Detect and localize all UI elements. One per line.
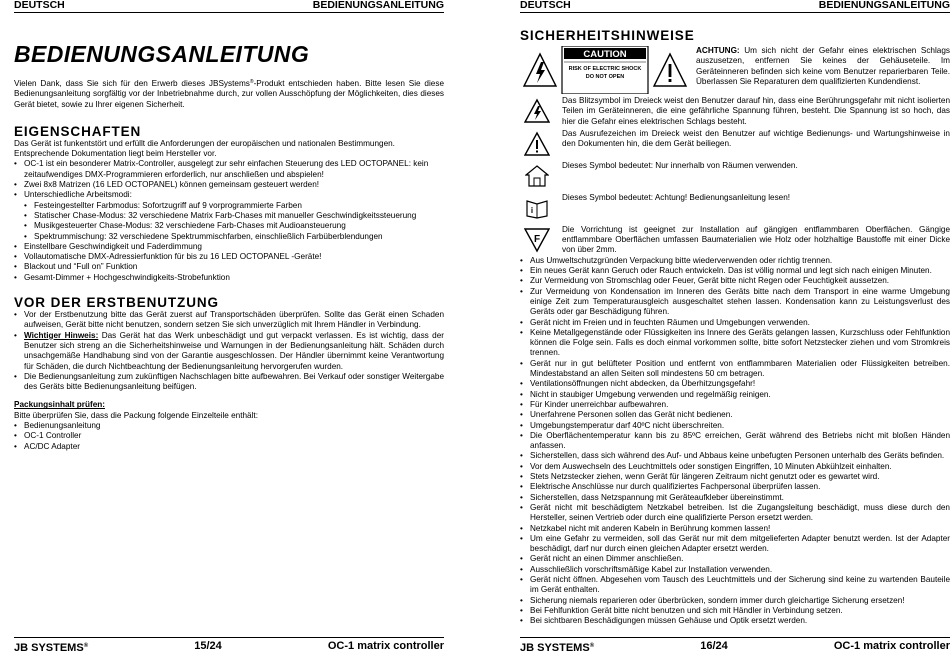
safety-list-item: • Netzkabel nicht mit anderen Kabeln in Berührung kommen lassen! xyxy=(520,524,950,534)
symbol-row-f xyxy=(520,225,950,256)
heading-before-use: VOR DER ERSTBENUTZUNG xyxy=(14,295,219,311)
page-number: 16/24 xyxy=(700,640,728,652)
header-language: DEUTSCH xyxy=(520,0,571,11)
list-item: • OC-1 Controller xyxy=(14,431,444,441)
modes-list xyxy=(24,201,444,242)
safety-list-item: • Umgebungstemperatur darf 40ºC nicht überschreiten. xyxy=(520,421,950,431)
header-section: BEDIENUNGSANLEITUNG xyxy=(312,0,444,11)
symbol-lightning-text: Das Blitzsymbol im Dreieck weist den Benutzer darauf hin, dass eine Berührungsgefahr mit nicht isolierten Teilen im Geräteinneren, die eine gefährliche Spannung führen, besteht. Die Spannung ist so hoch, das hier die Gefahr eines elektrischen Schlags besteht. xyxy=(562,96,950,126)
safety-list-item: • Unerfahrene Personen sollen das Gerät nicht bedienen. xyxy=(520,410,950,420)
caution-label-image xyxy=(520,46,690,94)
safety-list-item: • Zur Vermeidung von Kondensation im Inneren des Geräts bitte nach dem Transport in eine warme Umgebung einige Zeit zum Temperaturausgleich ausgeschaltet stehen lassen. Kondensation kann zu Leistungsverlust des Geräts oder gar Beschädigung führen. xyxy=(520,287,950,318)
safety-list-item: • Gerät nicht im Freien und in feuchten Räumen und Umgebungen verwenden. xyxy=(520,318,950,328)
symbol-f-text: Die Vorrichtung ist geeignet zur Installation auf gängigen entflammbaren Oberflächen. Gängige entflammbare Oberflächen umfassen Baumaterialien wie Holz oder holzhaltige Baustoffe mit einer Dicke von über 2mm. xyxy=(562,224,950,255)
safety-list-item: • Keine Metallgegenstände oder Flüssigkeiten ins Innere des Geräts gelangen lassen, Kurzschluss oder Fehlfunktion können die Folge sein. Falls es doch einmal vorkommen sollte, bitte sofort Netzstecker ziehen und vom Stromkreis trennen. xyxy=(520,328,950,359)
safety-list-item: • Nicht in staubiger Umgebung verwenden und regelmäßig reinigen. xyxy=(520,390,950,400)
list-item: • Gesamt-Dimmer + Hochgeschwindigkeits-Strobefunktion xyxy=(14,273,444,283)
safety-list-item: • Ein neues Gerät kann Geruch oder Rauch entwickeln. Das ist völlig normal und legt sich nach einigen Minuten. xyxy=(520,266,950,276)
footer-brand xyxy=(520,640,594,654)
caution-text-label: ACHTUNG: xyxy=(696,46,740,55)
caution-text xyxy=(696,46,950,87)
page-body xyxy=(14,42,444,452)
page-right xyxy=(520,0,950,654)
intro-text-a: Vielen Dank, dass Sie sich für den Erwerb dieses JBSystems xyxy=(14,79,250,88)
page-number: 15/24 xyxy=(194,640,222,652)
svg-text:F: F xyxy=(533,233,541,245)
safety-list-item: • Zur Vermeidung von Stromschlag oder Feuer, Gerät bitte nicht Regen oder Feuchtigkeit aussetzen. xyxy=(520,276,950,286)
list-item: • Statischer Chase-Modus: 32 verschiedene Matrix Farb-Chases mit manueller Geschwindigkeitssteuerung xyxy=(24,211,444,221)
features-list-2 xyxy=(14,242,444,283)
page-title: BEDIENUNGSANLEITUNG xyxy=(14,41,310,67)
page-left xyxy=(14,0,444,654)
caution-title: CAUTION xyxy=(583,49,627,60)
list-item: • AC/DC Adapter xyxy=(14,442,444,452)
svg-text:i: i xyxy=(530,205,534,215)
list-item: • Festeingestellter Farbmodus: Sofortzugriff auf 9 vorprogrammierte Farben xyxy=(24,201,444,211)
symbol-row-lightning xyxy=(520,96,950,127)
read-manual-book-icon xyxy=(520,193,554,223)
safety-list-item: • Sicherstellen, dass Netzspannung mit Geräteaufkleber übereinstimmt. xyxy=(520,493,950,503)
footer-product: OC-1 matrix controller xyxy=(327,640,444,652)
safety-list-item: • Gerät nur in gut belüfteter Position und entfernt von entflammbaren Materialien oder Flüssigkeiten betreiben. Mindestabstand an allen Seiten soll mindestens 50 cm betragen. xyxy=(520,359,950,380)
footer-brand-text: JB SYSTEMS xyxy=(14,642,84,654)
caution-sub-1: RISK OF ELECTRIC SHOCK xyxy=(568,66,642,72)
list-item: • Vollautomatische DMX-Adressierfunktion für bis zu 16 LED OCTOPANEL -Geräte! xyxy=(14,252,444,262)
before-use-list xyxy=(14,310,444,392)
caution-block xyxy=(520,46,950,94)
safety-list-item: • Elektrische Anschlüsse nur durch qualifiziertes Fachpersonal überprüfen lassen. xyxy=(520,482,950,492)
list-item: • Bedienungsanleitung xyxy=(14,421,444,431)
list-item: • Unterschiedliche Arbeitsmodi: xyxy=(14,190,444,200)
caution-text-body: Um sich nicht der Gefahr eines elektrischen Schlags auszusetzen, entfernen Sie keines der Gehäuseteile. Im Geräteinneren befinden sich keine vom Benutzer reparierbaren Teile. Überlassen Sie Reparaturen dem qualifizierten Kundendienst. xyxy=(696,46,950,86)
safety-list-item: • Bei Fehlfunktion Gerät bitte nicht benutzen und sich mit Händler in Verbindung setzen. xyxy=(520,606,950,616)
list-item: • Einstellbare Geschwindigkeit und Faderdimmung xyxy=(14,242,444,252)
intro-text-b: -Produkt entschieden haben. Bitte lesen Sie diese Bedienungsanleitung sorgfältig vor der Inbetriebnahme durch, zur vollen Ausschöpfung der Möglichkeiten, dies dieses Gerät bietet, sowie zu Ihrer eigenen Sicherheit. xyxy=(14,79,445,109)
safety-list-item: • Sicherstellen, dass sich während des Auf- und Abbaus keine unbefugten Personen unterhalb des Geräts befinden. xyxy=(520,451,950,461)
list-item: • Vor der Erstbenutzung bitte das Gerät zuerst auf Transportschäden überprüfen. Sollte das Gerät einen Schaden aufweisen, Gerät bitte nicht benutzen, sondern setzen Sie sich unverzüglich mit Ihrem Händler in Verbindung. xyxy=(14,310,444,331)
safety-list-item: • Die Oberflächentemperatur kann bis zu 85ºC erreichen, Gerät während des Betriebs nicht mit bloßen Händen anfassen. xyxy=(520,431,950,452)
package-contents-list xyxy=(14,421,444,452)
safety-list-item: • Um eine Gefahr zu vermeiden, soll das Gerät nur mit dem mitgelieferten Adapter benutzt werden. Ist der Adapter beschädigt, darf nur durch einen gleichen Adapter ersetzt werden. xyxy=(520,534,950,555)
footer-brand-text: JB SYSTEMS xyxy=(520,642,590,654)
symbol-house-text: Dieses Symbol bedeutet: Nur innerhalb von Räumen verwenden. xyxy=(562,160,798,170)
safety-list-item: • Gerät nicht öffnen. Abgesehen vom Tausch des Leuchtmittels und der Sicherung sind keine zu wartenden Bauteile im Gerät enthalten. xyxy=(520,575,950,596)
intro-paragraph xyxy=(14,77,444,110)
safety-list-item: • Gerät nicht an einen Dimmer anschließen. xyxy=(520,554,950,564)
list-item: • Zwei 8x8 Matrizen (16 LED OCTOPANEL) können gemeinsam gesteuert werden! xyxy=(14,180,444,190)
page-footer xyxy=(14,637,444,654)
safety-list-item: • Ausschließlich vorschriftsmäßige Kabel zur Installation verwenden. xyxy=(520,565,950,575)
list-item: • Spektrummischung: 32 verschiedene Spektrummischfarben, einschließlich Farbüberblendungen xyxy=(24,232,444,242)
page-body xyxy=(520,29,950,626)
registered-mark: ® xyxy=(249,79,254,85)
page-header xyxy=(14,0,444,13)
safety-list-item: • Für Kinder unerreichbar aufbewahren. xyxy=(520,400,950,410)
footer-brand xyxy=(14,640,88,654)
caution-sub-2: DO NOT OPEN xyxy=(585,74,625,80)
page-header xyxy=(520,0,950,13)
list-item xyxy=(14,331,444,372)
header-language: DEUTSCH xyxy=(14,0,65,11)
registered-mark: ® xyxy=(589,643,595,649)
symbol-row-exclaim xyxy=(520,129,950,159)
header-section: BEDIENUNGSANLEITUNG xyxy=(818,0,950,11)
safety-list-item: • Aus Umweltschutzgründen Verpackung bitte wiederverwenden oder richtig trennen. xyxy=(520,256,950,266)
important-note-label: Wichtiger Hinweis: xyxy=(24,330,99,340)
lightning-triangle-icon xyxy=(520,96,554,126)
package-contents-title: Packungsinhalt prüfen: xyxy=(14,400,105,410)
registered-mark: ® xyxy=(83,643,89,649)
symbol-exclaim-text: Das Ausrufezeichen im Dreieck weist den Benutzer auf wichtige Bedienungs- und Wartungshinweise in den Dokumenten hin, die dem Gerät beiliegen. xyxy=(562,128,950,149)
caution-graphic xyxy=(520,46,690,94)
page-footer xyxy=(520,637,950,654)
exclamation-triangle-icon xyxy=(520,129,554,159)
safety-list-item: • Bei sichtbaren Beschädigungen müssen Gehäuse und Optik ersetzt werden. xyxy=(520,616,950,626)
symbol-row-book xyxy=(520,193,950,223)
list-item: • OC-1 ist ein besonderer Matrix-Controller, ausgelegt zur sehr einfachen Steuerung des LED OCTOPANEL: kein zeitaufwendiges DMX-Programmieren erforderlich, nur anschließen und abspielen! xyxy=(14,159,444,180)
indoor-house-icon xyxy=(520,161,554,191)
safety-list-item: • Stets Netzstecker ziehen, wenn Gerät für längeren Zeitraum nicht genutzt oder es gewartet wird. xyxy=(520,472,950,482)
features-paragraph: Das Gerät ist funkentstört und erfüllt die Anforderungen der europäischen und nationalen Bestimmungen. Entsprechende Dokumentation liegt beim Hersteller vor. xyxy=(14,138,395,159)
heading-safety: SICHERHEITSHINWEISE xyxy=(520,28,695,43)
safety-instructions-list xyxy=(520,256,950,627)
safety-list-item: • Ventilationsöffnungen nicht abdecken, da Überhitzungsgefahr! xyxy=(520,379,950,389)
f-mark-triangle-icon xyxy=(520,225,554,255)
footer-product: OC-1 matrix controller xyxy=(833,640,950,652)
package-contents-paragraph: Bitte überprüfen Sie, dass die Packung folgende Einzelteile enthält: xyxy=(14,410,258,420)
safety-list-item: • Vor dem Auswechseln des Leuchtmittels oder sonstigen Eingriffen, 10 Minuten Abkühlzeit einhalten. xyxy=(520,462,950,472)
symbol-book-text: Dieses Symbol bedeutet: Achtung! Bedienungsanleitung lesen! xyxy=(562,192,791,202)
heading-features: EIGENSCHAFTEN xyxy=(14,123,142,139)
features-list xyxy=(14,159,444,200)
important-note-text: Das Gerät hat das Werk unbeschädigt und gut verpackt verlassen. Es ist wichtig, dass der Benutzer sich streng an die Sicherheitshinweise und Warnungen in der Bedienungsanleitung hält. Schäden durch unsachgemäße Handhabung sind von der Garantie ausgeschlossen. Der Händler übernimmt keine Verantwortung für Schäden, die durch Nichtbeachtung der Bedienungsanleitung hervorgerufen wurden. xyxy=(24,330,445,371)
symbol-row-house xyxy=(520,161,950,191)
safety-list-item: • Sicherung niemals reparieren oder überbrücken, sondern immer durch gleichartige Sicherung ersetzen! xyxy=(520,596,950,606)
list-item: • Musikgesteuerter Chase-Modus: 32 verschiedene Farb-Chases mit Audioansteuerung xyxy=(24,221,444,231)
list-item: • Die Bedienungsanleitung zum zukünftigen Nachschlagen bitte aufbewahren. Bei Verkauf oder sonstiger Weitergabe des Geräts bitte Bedienungsanleitung beifügen. xyxy=(14,372,444,393)
safety-list-item: • Gerät nicht mit beschädigtem Netzkabel betreiben. Ist die Zugangsleitung beschädigt, muss diese durch den Hersteller, seinen Vertrieb oder durch eine qualifizierte Person ersetzt werden. xyxy=(520,503,950,524)
list-item: • Blackout und “Full on” Funktion xyxy=(14,262,444,272)
